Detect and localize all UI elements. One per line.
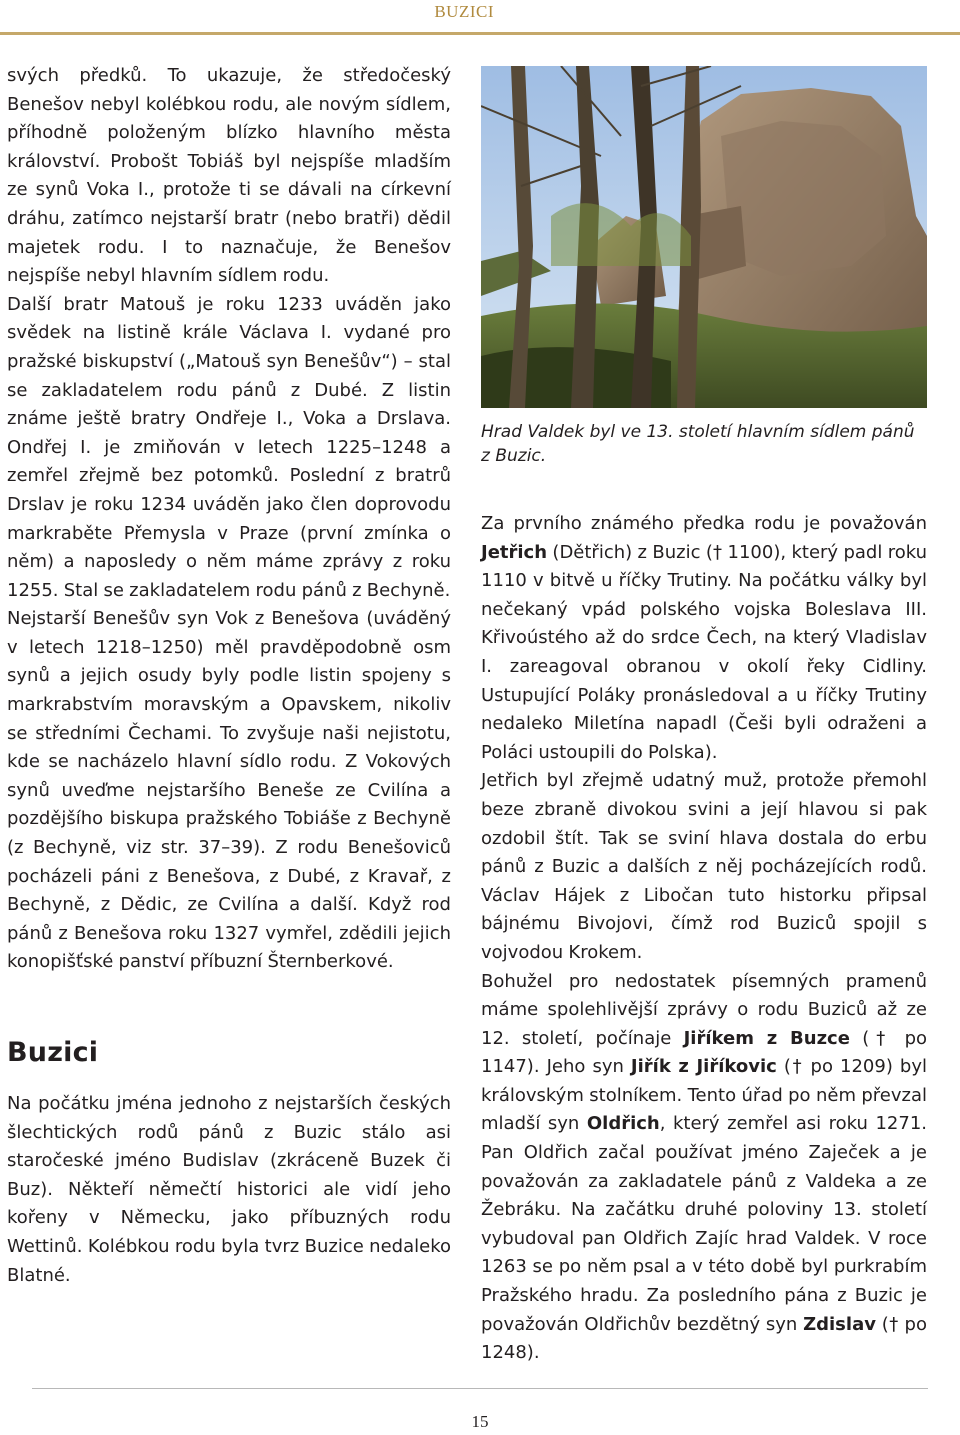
left-column: [7, 62, 451, 1290]
name-highlight: Jiříkem z Buzce: [683, 1027, 850, 1049]
photo-caption: Hrad Valdek byl ve 13. století hlavním sídlem pánů z Buzic.: [481, 422, 915, 466]
castle-ruin-illustration: [481, 66, 927, 408]
paragraph: Bohužel pro nedostatek písemných pramenů máme spolehlivější zprávy o rodu Buziců až ze 12. století, počínaje Jiříkem z Buzce († po 1147). Jeho syn Jiřík z Jiříkovic († po 1209) byl královským stolníkem. Tento úřad po něm převzal mladší syn Oldřich, který zemřel asi roku 1271. Pan Oldřich začal používat jméno Zaječek a je považován za zakladatele pánů z Valdeka a ze Žebráku. Na začátku druhé poloviny 13. století vybudoval pan Oldřich Zajíc hrad Valdek. V roce 1263 se po něm psal a v této době byl purkrabím Pražského hradu. Za posledního pána z Buzic je považován Oldřichův bezdětný syn Zdislav († po 1248).: [481, 970, 928, 1364]
page-number: 15: [471, 1412, 489, 1431]
right-column: [481, 66, 927, 1368]
name-highlight: Oldřich: [586, 1113, 660, 1135]
running-title: BUZICI: [434, 2, 494, 21]
footer-rule: [32, 1388, 928, 1389]
paragraph: Jetřich byl zřejmě udatný muž, protože přemohl beze zbraně divokou svini a její hlavou si pak ozdobil štít. Tak se sviní hlava dostala do erbu pánů z Buzic a dalších z něj pocházejících rodů. Václav Hájek z Libočan tuto historku připsal bájnému Bivojovi, čímž rod Buziců spojil s vojvodou Krokem.: [481, 770, 927, 963]
section-heading: Buzici: [7, 1037, 99, 1068]
castle-ruin-photo: [481, 66, 927, 408]
right-text: [481, 510, 927, 1368]
paragraph: svých předků. To ukazuje, že středočeský Benešov nebyl kolébkou rodu, ale novým sídlem, příhodně položeným blízko hlavního města království. Probošt Tobiáš byl nejspíše mladším ze synů Voka I., protože ti se dávali na církevní dráhu, zatímco nejstarší bratr (nebo bratři) dědil majetek rodu. I to naznačuje, že Benešov nejspíše nebyl hlavním sídlem rodu.: [7, 65, 451, 287]
name-highlight: Jetřich: [481, 541, 548, 563]
name-highlight: Zdislav: [803, 1313, 876, 1335]
running-header: [0, 0, 960, 35]
name-highlight: Jiřík z Jiříkovic: [630, 1056, 777, 1078]
paragraph: Nejstarší Benešův syn Vok z Benešova (uváděný v letech 1218–1250) měl pravděpodobně osm synů a jejich osudy byly podle listin spojeny s markrabstvím moravským a Opavskem, nikoliv se středními Čechami. To zvyšuje naši nejistotu, kde se nacházelo hlavní sídlo rodu. Z Vokových synů uveďme nejstaršího Beneše ze Cvilína a pozdějšího biskupa pražského Tobiáše z Bechyně (z Bechyně, viz str. 37–39). Z rodu Benešoviců pocházeli páni z Benešova, z Dubé, z Kravař, z Bechyně, z Dědic, ze Cvilína a další. Když rod pánů z Benešova roku 1327 vymřel, zdědili jejich konopišťské panství příbuzní Šternberkové.: [7, 608, 451, 973]
paragraph: Na počátku jména jednoho z nejstarších českých šlechtických rodů pánů z Buzic stálo asi staročeské jméno Budislav (zkráceně Buzek či Buz). Někteří němečtí historici ale vidí jeho kořeny v Německu, jako příbuzných rodu Wettinů. Kolébkou rodu byla tvrz Buzice nedaleko Blatné.: [7, 1093, 451, 1286]
paragraph: Další bratr Matouš je roku 1233 uváděn jako svědek na listině krále Václava I. vydané pro pražské biskupství („Matouš syn Benešův“) – stal se zakladatelem rodu pánů z Dubé. Z listin známe ještě bratry Ondřeje I., Voka a Drslava. Ondřej I. je zmiňován v letech 1225–1248 a zemřel zřejmě bez potomků. Poslední z bratrů Drslav je roku 1234 uváděn jako člen doprovodu markraběte Přemysla v Praze (první zmínka o něm) a naposledy o něm máme zprávy z roku 1255. Stal se zakladatelem rodu pánů z Bechyně.: [7, 293, 451, 601]
paragraph: Za prvního známého předka rodu je považován Jetřich (Dětřich) z Buzic († 1100), který padl roku 1110 v bitvě u říčky Trutiny. Na počátku války byl nečekaný vpád polského vojska Boleslava III. Křivoústého až do srdce Čech, na který Vladislav I. zareagoval obranou v okolí řeky Cidliny. Ustupující Poláky pronásledoval a u říčky Trutiny nedaleko Miletína napadl (Češi byli odraženi a Poláci ustoupili do Polska).: [481, 513, 927, 763]
